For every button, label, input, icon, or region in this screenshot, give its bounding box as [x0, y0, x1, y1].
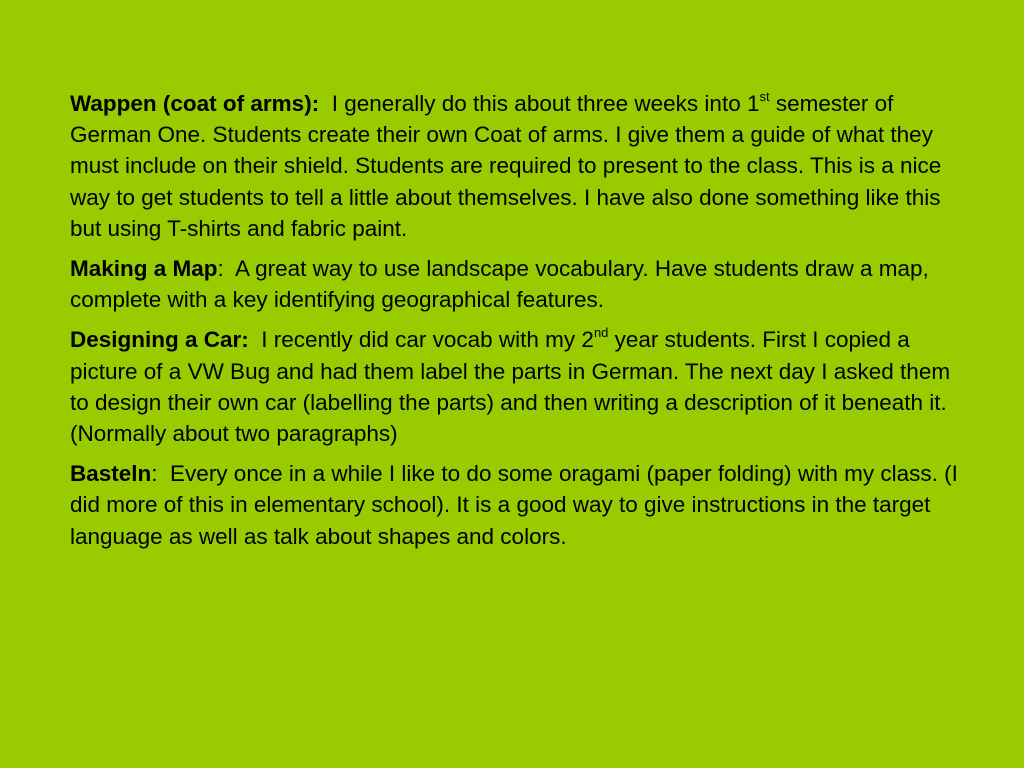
- paragraph-wappen: [70, 88, 960, 244]
- paragraph-body-wappen: I generally do this about three weeks into 1: [331, 91, 760, 116]
- heading-separator: :: [151, 461, 171, 487]
- paragraph-body-wappen-cont: semester of German One. Students create their own Coat of arms. I give them a guide of what they must include on their shield. Students are required to present to the class. This is a nice way to get students to tell a little about themselves. I have also done something like this but using T-shirts and fabric paint.: [70, 91, 942, 241]
- ordinal-suffix: st: [759, 88, 770, 104]
- paragraph-heading-basteln: Basteln: [70, 461, 152, 487]
- heading-separator: [319, 91, 332, 116]
- paragraph-body-basteln: Every once in a while I like to do some oragami (paper folding) with my class. (I did more of this in elementary school). It is a good way to give instructions in the target language as well as talk about shapes and colors.: [70, 461, 958, 549]
- paragraph-heading-wappen: Wappen (coat of arms):: [70, 91, 320, 116]
- ordinal-suffix: nd: [593, 324, 609, 340]
- paragraph-basteln: [70, 458, 960, 552]
- paragraph-heading-map: Making a Map: [70, 256, 218, 282]
- paragraph-body-car-cont: year students. First I copied a picture of a VW Bug and had them label the parts in German. The next day I asked them to design their own car (labelling the parts) and then writing a description of it beneath it. (Normally about two paragraphs): [70, 327, 951, 447]
- paragraph-body-car: I recently did car vocab with my 2: [261, 327, 594, 353]
- heading-separator: [249, 327, 262, 352]
- paragraph-map: [70, 253, 960, 315]
- paragraph-body-map: A great way to use landscape vocabulary. Have students draw a map, complete with a key identifying geographical features.: [70, 256, 929, 313]
- heading-separator: :: [217, 256, 236, 282]
- slide-content: [70, 88, 960, 561]
- paragraph-heading-car: Designing a Car:: [70, 327, 249, 353]
- paragraph-car: [70, 324, 960, 449]
